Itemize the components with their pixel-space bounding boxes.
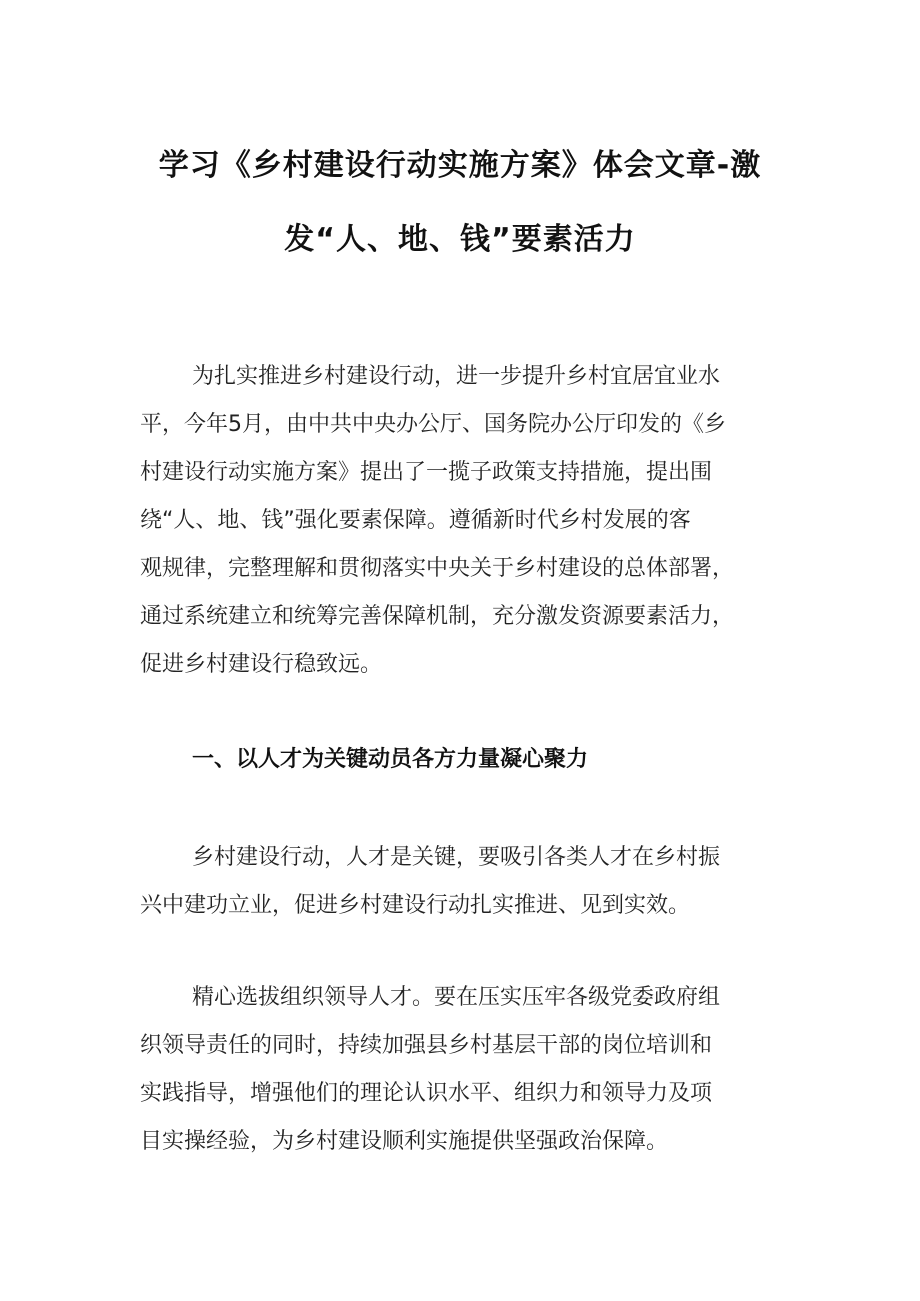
section-paragraph-1: [140, 834, 800, 930]
text-line: 村建设行动实施方案》提出了一揽子政策支持措施，提出围: [140, 460, 713, 485]
section-paragraph-2: [140, 974, 800, 1166]
text-line: 平，今年5月，由中共中央办公厅、国务院办公厅印发的《乡: [140, 412, 726, 437]
text-line: 为扎实推进乡村建设行动，进一步提升乡村宜居宜业水: [192, 364, 721, 389]
text-line: 观规律，完整理解和贯彻落实中央关于乡村建设的总体部署，: [140, 556, 735, 581]
text-line: 织领导责任的同时，持续加强县乡村基层干部的岗位培训和: [140, 1033, 713, 1058]
text-line: 实践指导，增强他们的理论认识水平、组织力和领导力及项: [140, 1081, 713, 1106]
text-line: 乡村建设行动，人才是关键，要吸引各类人才在乡村振: [192, 845, 721, 870]
section-heading: 一、以人才为关键动员各方力量凝心聚力: [192, 747, 589, 772]
text-line: 兴中建功立业，促进乡村建设行动扎实推进、见到实效。: [140, 893, 691, 918]
text-line: 精心选拔组织领导人才。要在压实压牢各级党委政府组: [192, 985, 721, 1010]
text-line: 通过系统建立和统筹完善保障机制，充分激发资源要素活力，: [140, 604, 735, 629]
text-line: 绕“人、地、钱”强化要素保障。遵循新时代乡村发展的客: [140, 508, 691, 533]
intro-paragraph: [140, 353, 800, 689]
document-title-line-1: 学习《乡村建设行动实施方案》体会文章-激: [158, 148, 762, 183]
document-title-line-2: 发“人、地、钱”要素活力: [284, 222, 636, 257]
text-line: 目实操经验，为乡村建设顺利实施提供坚强政治保障。: [140, 1129, 669, 1154]
text-line: 促进乡村建设行稳致远。: [140, 652, 383, 677]
